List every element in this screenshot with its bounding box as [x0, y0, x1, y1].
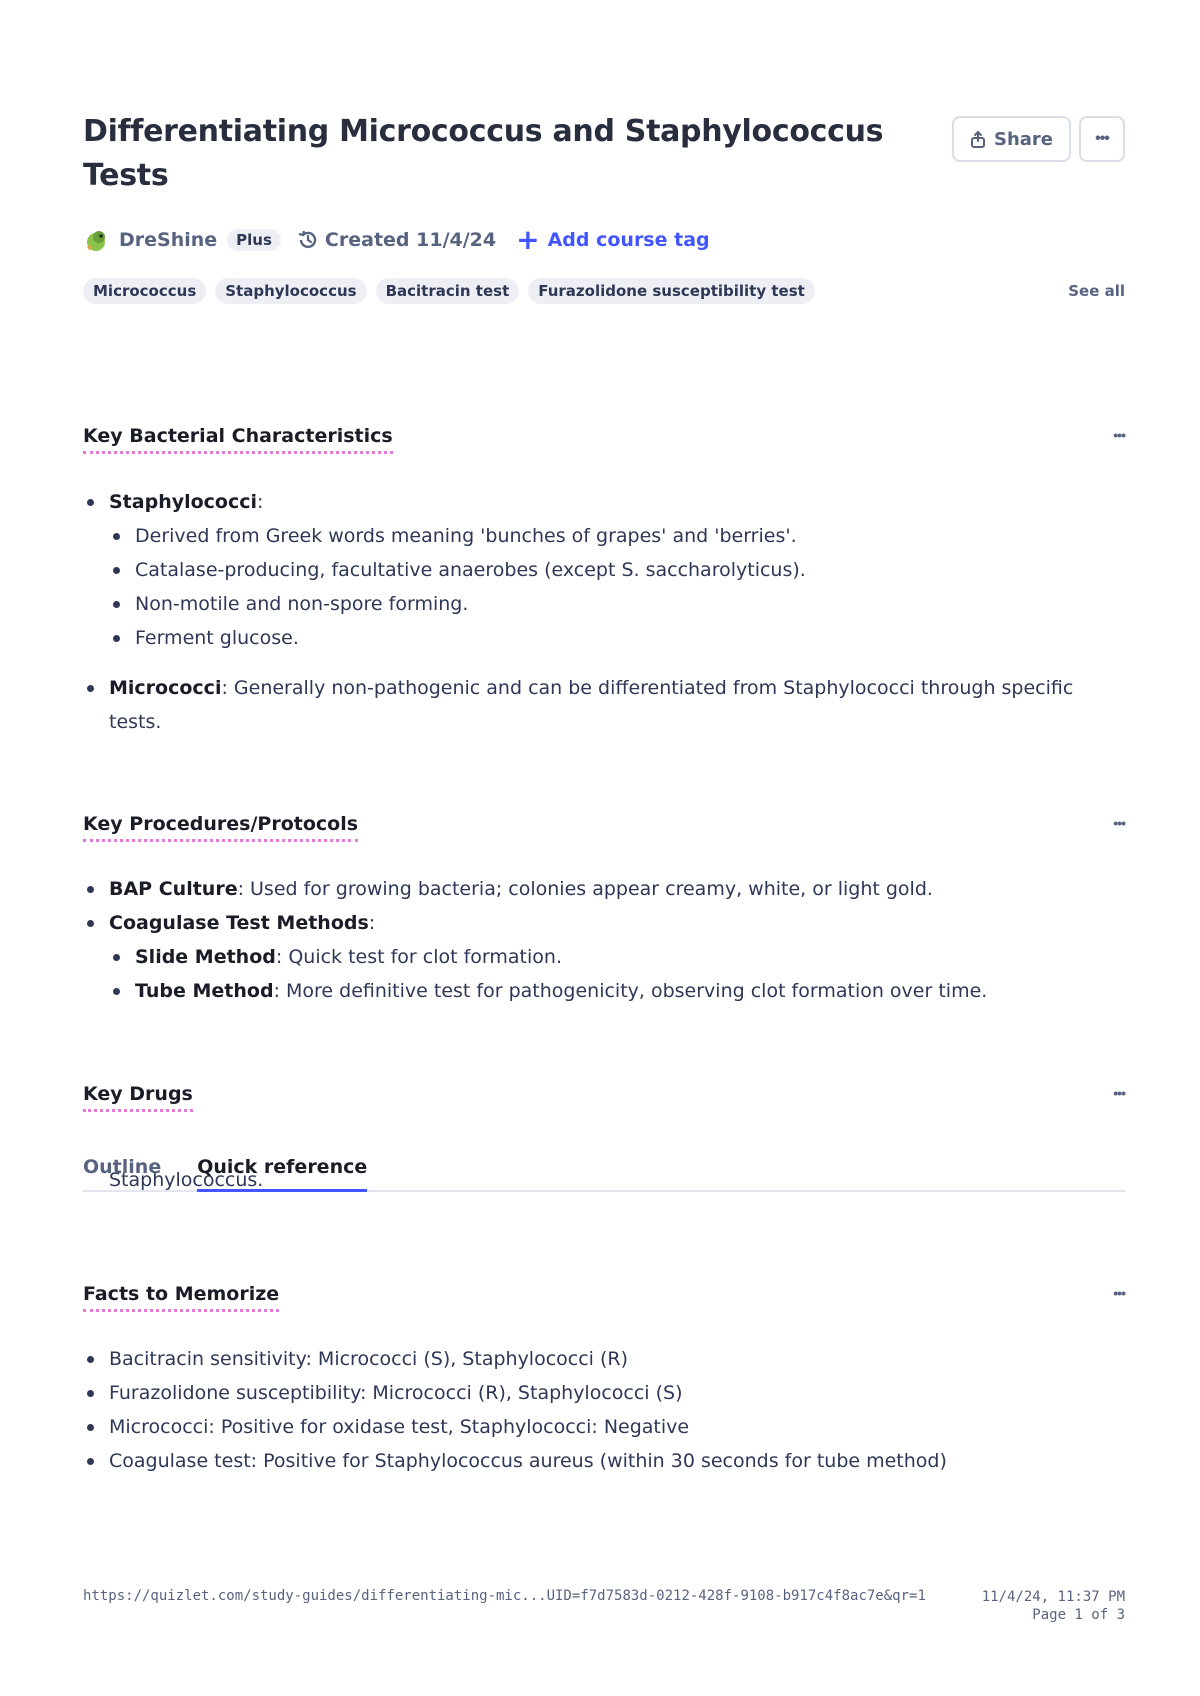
section-title: Key Procedures/Protocols	[83, 813, 358, 842]
created-label: Created 11/4/24	[324, 229, 497, 251]
header-actions	[952, 116, 1125, 162]
section-header-characteristics	[83, 425, 1125, 459]
term-label: Slide Method	[135, 946, 276, 968]
page-title: Differentiating Micrococcus and Staphylococcus Tests	[83, 114, 884, 193]
sub-list	[109, 940, 1083, 1008]
section-more-button[interactable]: •••	[1113, 1285, 1125, 1301]
tag-chip[interactable]: Furazolidone susceptibility test	[528, 278, 815, 304]
term-text: : Used for growing bacteria; colonies appear creamy, white, or light gold.	[237, 878, 933, 900]
share-icon	[970, 130, 986, 148]
tag-list	[83, 278, 1125, 304]
history-icon	[297, 229, 319, 251]
list-item: Staphylococci: Derived from Greek words meaning 'bunches of grapes' and 'berries'. Catalase-producing, facultative anaerobes (except S. saccharolyticus). Non-motile and non-spore forming. Ferment glucose.	[83, 485, 1083, 655]
section-header-procedures	[83, 813, 1125, 847]
list-item: Furazolidone susceptibility: Micrococci (R), Staphylococci (S)	[83, 1376, 1083, 1410]
list-item: Catalase-producing, facultative anaerobes (except S. saccharolyticus).	[109, 553, 1083, 587]
created-date	[297, 229, 496, 251]
section-title: Facts to Memorize	[83, 1283, 279, 1312]
section-header-facts	[83, 1283, 1125, 1317]
study-guide-page	[83, 0, 1125, 1696]
list-item: Bacitracin sensitivity: Micrococci (S), Staphylococci (R)	[83, 1342, 1083, 1376]
share-button[interactable]	[952, 116, 1071, 162]
plus-icon: +	[516, 223, 540, 256]
section-title: Key Drugs	[83, 1083, 193, 1112]
clipped-text: Staphylococcus.	[109, 1169, 264, 1191]
more-icon: •••	[1095, 130, 1109, 147]
section-more-button[interactable]: •••	[1113, 815, 1125, 831]
more-options-button[interactable]	[1079, 116, 1125, 162]
section-more-button[interactable]: •••	[1113, 1085, 1125, 1101]
author-name[interactable]: DreShine	[119, 229, 218, 251]
procedures-list	[83, 872, 1083, 1008]
view-tabs	[83, 1150, 1125, 1192]
term-label: BAP Culture	[109, 878, 238, 900]
see-all-link[interactable]: See all	[1068, 282, 1125, 300]
tag-chip[interactable]: Micrococcus	[83, 278, 206, 304]
sub-list	[109, 519, 1083, 655]
list-item	[83, 872, 1083, 906]
add-course-tag-button[interactable]	[516, 223, 710, 256]
term-text: : More definitive test for pathogenicity, observing clot formation over time.	[273, 980, 988, 1002]
footer-page-number: Page 1 of 3	[1032, 1607, 1125, 1623]
facts-list	[83, 1342, 1083, 1478]
meta-row	[83, 223, 710, 256]
share-label: Share	[993, 128, 1053, 150]
list-item	[109, 974, 1083, 1008]
plus-badge: Plus	[227, 229, 281, 251]
characteristics-list	[83, 485, 1083, 739]
footer-datetime: 11/4/24, 11:37 PM	[981, 1589, 1125, 1605]
list-item: Micrococci: Positive for oxidase test, Staphylococci: Negative	[83, 1410, 1083, 1444]
footer-url: https://quizlet.com/study-guides/differentiating-mic...UID=f7d7583d-0212-428f-9108-b917c4f8ac7e&qr=1	[83, 1588, 926, 1604]
term-label: Coagulase Test Methods	[109, 912, 369, 934]
tab-quick-reference[interactable]: Quick reference	[197, 1150, 367, 1192]
term-text: : Generally non-pathogenic and can be differentiated from Staphylococci through specific tests.	[109, 677, 1074, 733]
list-item: Derived from Greek words meaning 'bunches of grapes' and 'berries'.	[109, 519, 1083, 553]
list-item: Non-motile and non-spore forming.	[109, 587, 1083, 621]
term-label: Micrococci	[109, 677, 222, 699]
list-item	[109, 940, 1083, 974]
section-title: Key Bacterial Characteristics	[83, 425, 393, 454]
tab-outline[interactable]: Outline	[83, 1156, 162, 1178]
term-text: : Quick test for clot formation.	[275, 946, 562, 968]
avatar[interactable]	[83, 227, 109, 253]
term-label: Tube Method	[135, 980, 274, 1002]
section-more-button[interactable]: •••	[1113, 427, 1125, 443]
list-item: Ferment glucose.	[109, 621, 1083, 655]
list-item	[83, 671, 1083, 739]
list-item: Coagulase test: Positive for Staphylococcus aureus (within 30 seconds for tube method)	[83, 1444, 1083, 1478]
list-item: Coagulase Test Methods: Slide Method: Quick test for clot formation. Tube Method: More definitive test for pathogenicity, observing clot formation over time.	[83, 906, 1083, 1008]
header	[83, 110, 1125, 300]
tag-chip[interactable]: Bacitracin test	[376, 278, 520, 304]
section-header-drugs	[83, 1083, 1125, 1117]
tag-chip[interactable]: Staphylococcus	[215, 278, 366, 304]
footer-info	[982, 1588, 1125, 1624]
term-label: Staphylococci	[109, 491, 258, 513]
add-course-tag-label: Add course tag	[547, 229, 710, 251]
